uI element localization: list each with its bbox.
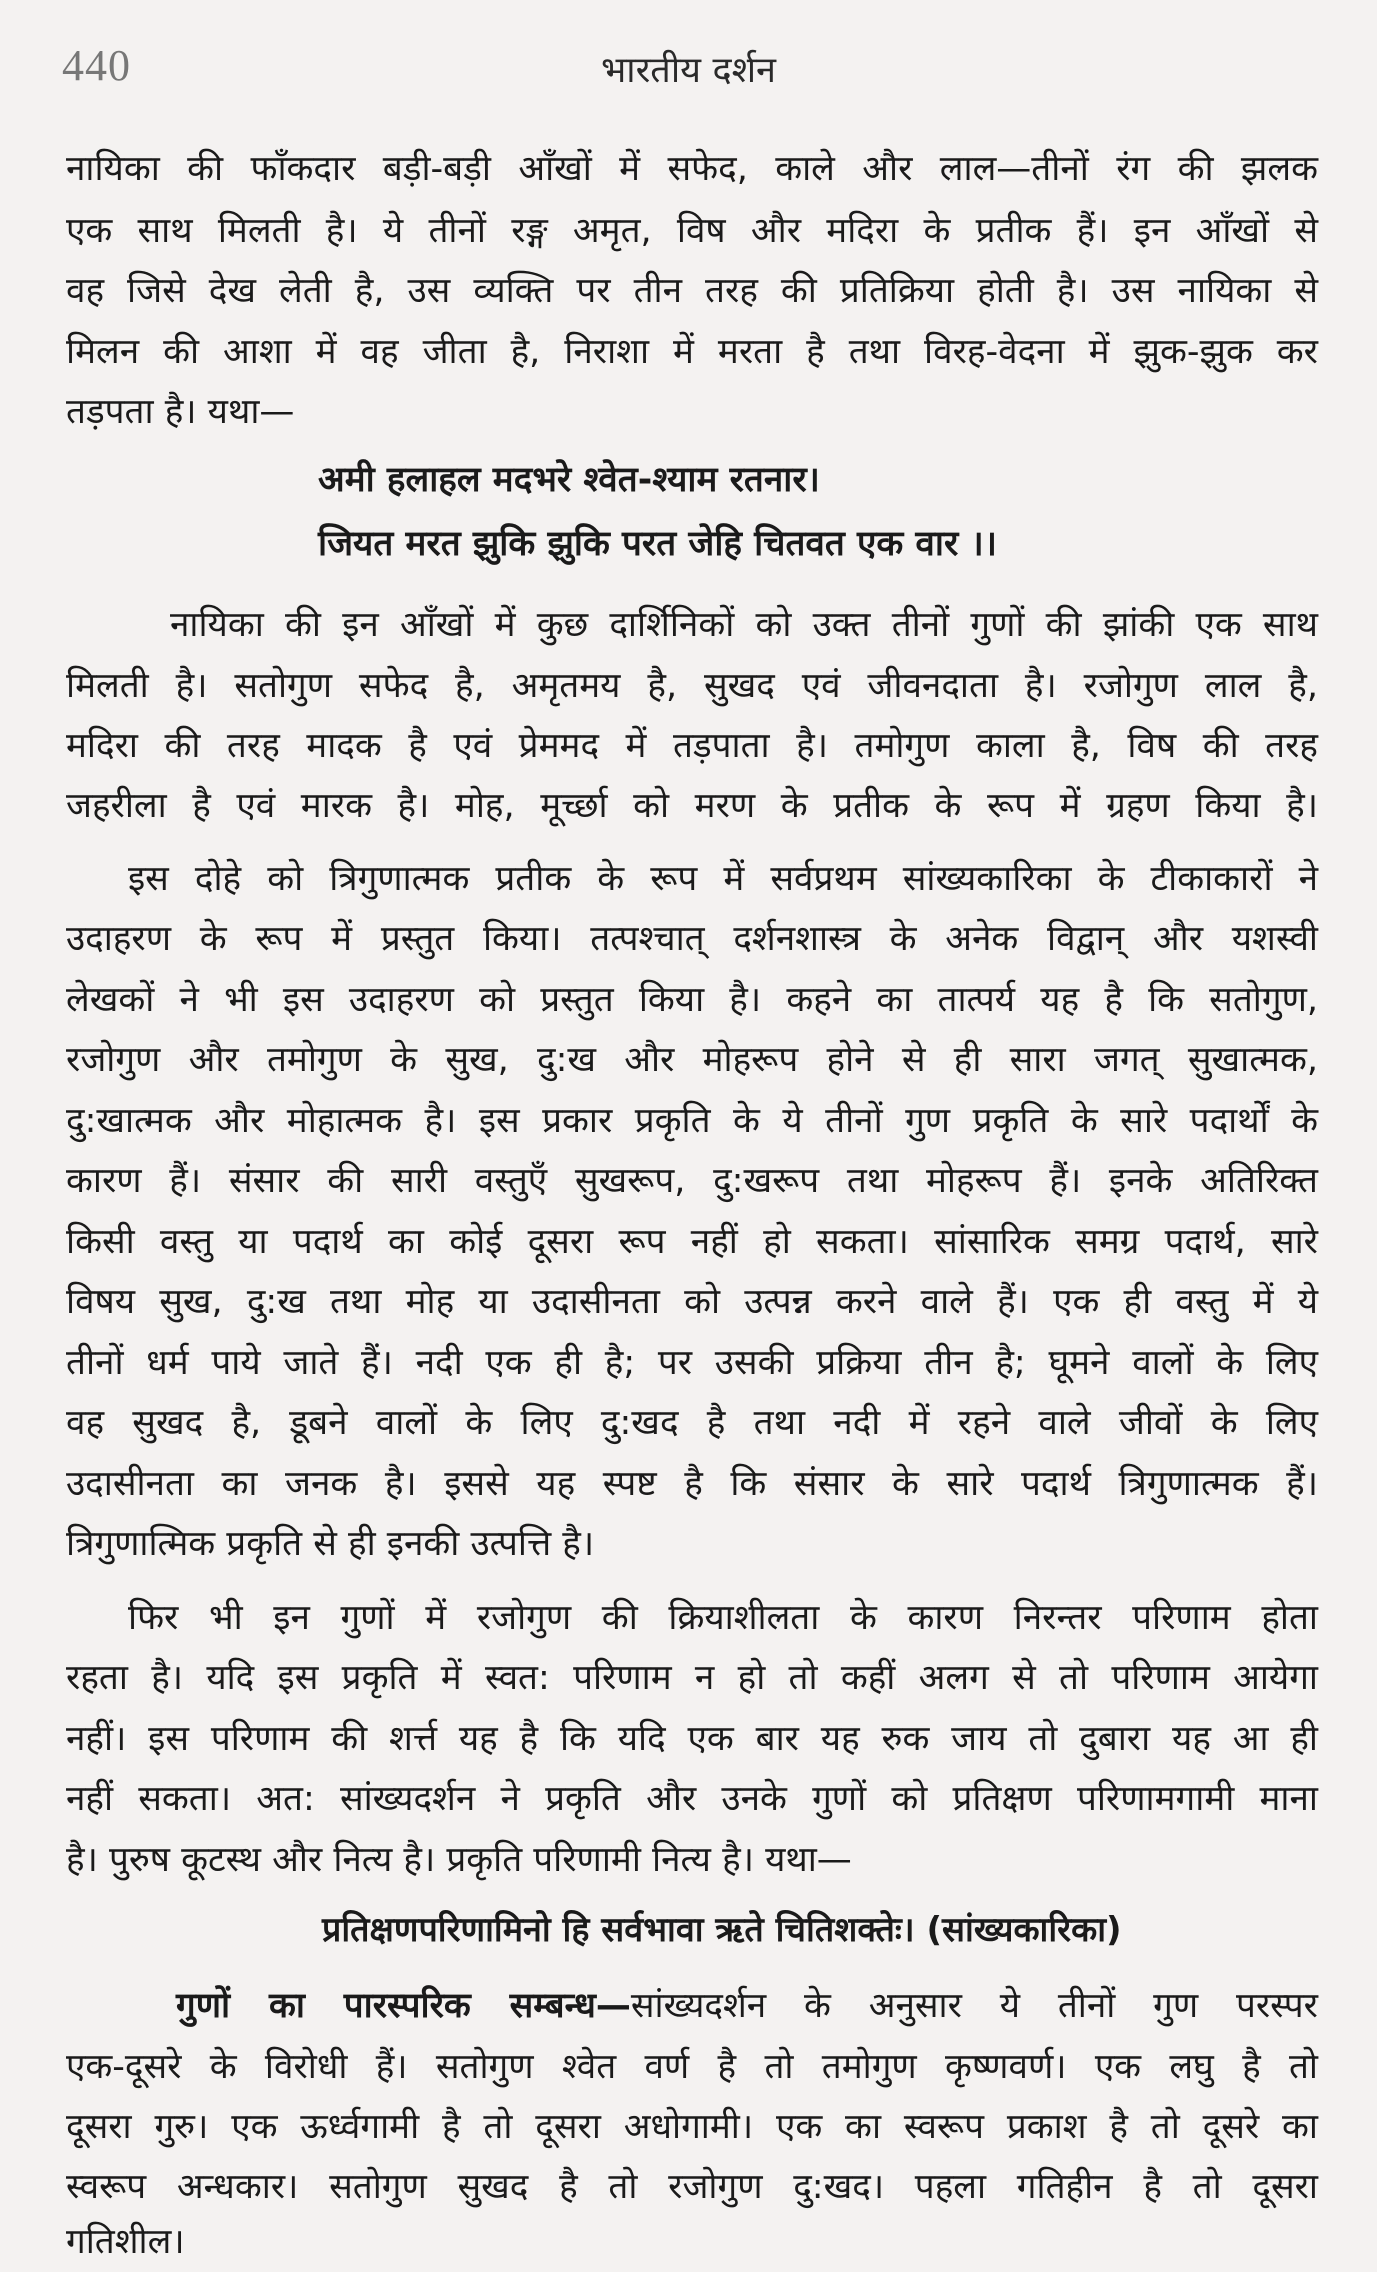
text-line <box>176 1980 1318 2032</box>
text-line: किसी वस्तु या पदार्थ का कोई दूसरा रूप नहीं हो सकता। सांसारिक समग्र पदार्थ, सारे <box>66 1222 1318 1262</box>
text-line: नहीं सकता। अत: सांख्यदर्शन ने प्रकृति और उनके गुणों को प्रतिक्षण परिणामगामी माना <box>66 1779 1318 1819</box>
text-line: है। पुरुष कूटस्थ और नित्य है। प्रकृति परिणामी नित्य है। यथा— <box>66 1840 852 1880</box>
text-line: जहरीला है एवं मारक है। मोह, मूर्च्छा को मरण के प्रतीक के रूप में ग्रहण किया है। <box>66 786 1318 826</box>
text-line: विषय सुख, दु:ख तथा मोह या उदासीनता को उत्पन्न करने वाले हैं। एक ही वस्तु में ये <box>66 1282 1318 1322</box>
page-number: 440 <box>62 41 131 90</box>
text-line: उदासीनता का जनक है। इससे यह स्पष्ट है कि संसार के सारे पदार्थ त्रिगुणात्मक हैं। <box>66 1464 1318 1504</box>
text-line: गतिशील। <box>66 2222 185 2262</box>
text-line: नायिका की फाँकदार बड़ी-बड़ी आँखों में सफेद, काले और लाल—तीनों रंग की झलक <box>66 149 1318 189</box>
citation: प्रतिक्षणपरिणामिनो हि सर्वभावा ऋते चितिशक्तेः। (सांख्यकारिका) <box>322 1910 1122 1950</box>
text-line: मिलती है। सतोगुण सफेद है, अमृतमय है, सुखद एवं जीवनदाता है। रजोगुण लाल है, <box>66 666 1318 706</box>
text-line: कारण हैं। संसार की सारी वस्तुएँ सुखरूप, दु:खरूप तथा मोहरूप हैं। इनके अतिरिक्त <box>66 1161 1318 1201</box>
text-line: रहता है। यदि इस प्रकृति में स्वत: परिणाम न हो तो कहीं अलग से तो परिणाम आयेगा <box>66 1658 1318 1698</box>
text-line: तीनों धर्म पाये जाते हैं। नदी एक ही है; पर उसकी प्रक्रिया तीन है; घूमने वालों के लिए <box>66 1343 1318 1383</box>
text-line: त्रिगुणात्मिक प्रकृति से ही इनकी उत्पत्ति है। <box>66 1524 595 1564</box>
text-line: एक साथ मिलती है। ये तीनों रङ्ग अमृत, विष और मदिरा के प्रतीक हैं। इन आँखों से <box>66 211 1318 251</box>
text-line: वह जिसे देख लेती है, उस व्यक्ति पर तीन तरह की प्रतिक्रिया होती है। उस नायिका से <box>66 271 1318 311</box>
verse-line: अमी हलाहल मदभरे श्वेत-श्याम रतनार। <box>318 460 820 500</box>
text-line: स्वरूप अन्धकार। सतोगुण सुखद है तो रजोगुण दु:खद। पहला गतिहीन है तो दूसरा <box>66 2167 1318 2207</box>
text-line: वह सुखद है, डूबने वालों के लिए दु:खद है तथा नदी में रहने वाले जीवों के लिए <box>66 1403 1318 1443</box>
text-line: दूसरा गुरु। एक ऊर्ध्वगामी है तो दूसरा अधोगामी। एक का स्वरूप प्रकाश है तो दूसरे का <box>66 2107 1318 2147</box>
text-line: नहीं। इस परिणाम की शर्त्त यह है कि यदि एक बार यह रुक जाय तो दुबारा यह आ ही <box>66 1719 1318 1759</box>
text-line: फिर भी इन गुणों में रजोगुण की क्रियाशीलता के कारण निरन्तर परिणाम होता <box>128 1598 1318 1638</box>
section-heading: गुणों का पारस्परिक सम्बन्ध— <box>176 1986 631 2026</box>
text-line: तड़पता है। यथा— <box>66 392 295 432</box>
text-line: रजोगुण और तमोगुण के सुख, दु:ख और मोहरूप होने से ही सारा जगत् सुखात्मक, <box>66 1040 1318 1080</box>
running-title: भारतीय दर्शन <box>600 50 777 91</box>
text-line: दु:खात्मक और मोहात्मक है। इस प्रकार प्रकृति के ये तीनों गुण प्रकृति के सारे पदार्थों के <box>66 1101 1318 1141</box>
text-line: मिलन की आशा में वह जीता है, निराशा में मरता है तथा विरह-वेदना में झुक-झुक कर <box>66 332 1318 372</box>
heading-continuation: सांख्यदर्शन के अनुसार ये तीनों गुण परस्पर <box>630 1986 1318 2026</box>
text-line: नायिका की इन आँखों में कुछ दार्शिनिकों को उक्त तीनों गुणों की झांकी एक साथ <box>170 605 1318 645</box>
text-line: उदाहरण के रूप में प्रस्तुत किया। तत्पश्चात् दर्शनशास्त्र के अनेक विद्वान् और यशस्वी <box>66 919 1318 959</box>
text-line: लेखकों ने भी इस उदाहरण को प्रस्तुत किया है। कहने का तात्पर्य यह है कि सतोगुण, <box>66 980 1318 1020</box>
text-line: एक-दूसरे के विरोधी हैं। सतोगुण श्वेत वर्ण है तो तमोगुण कृष्णवर्ण। एक लघु है तो <box>66 2047 1318 2087</box>
verse-line: जियत मरत झुकि झुकि परत जेहि चितवत एक वार ।। <box>318 524 997 564</box>
text-line: इस दोहे को त्रिगुणात्मक प्रतीक के रूप में सर्वप्रथम सांख्यकारिका के टीकाकारों ने <box>128 859 1318 899</box>
text-line: मदिरा की तरह मादक है एवं प्रेममद में तड़पाता है। तमोगुण काला है, विष की तरह <box>66 726 1318 766</box>
